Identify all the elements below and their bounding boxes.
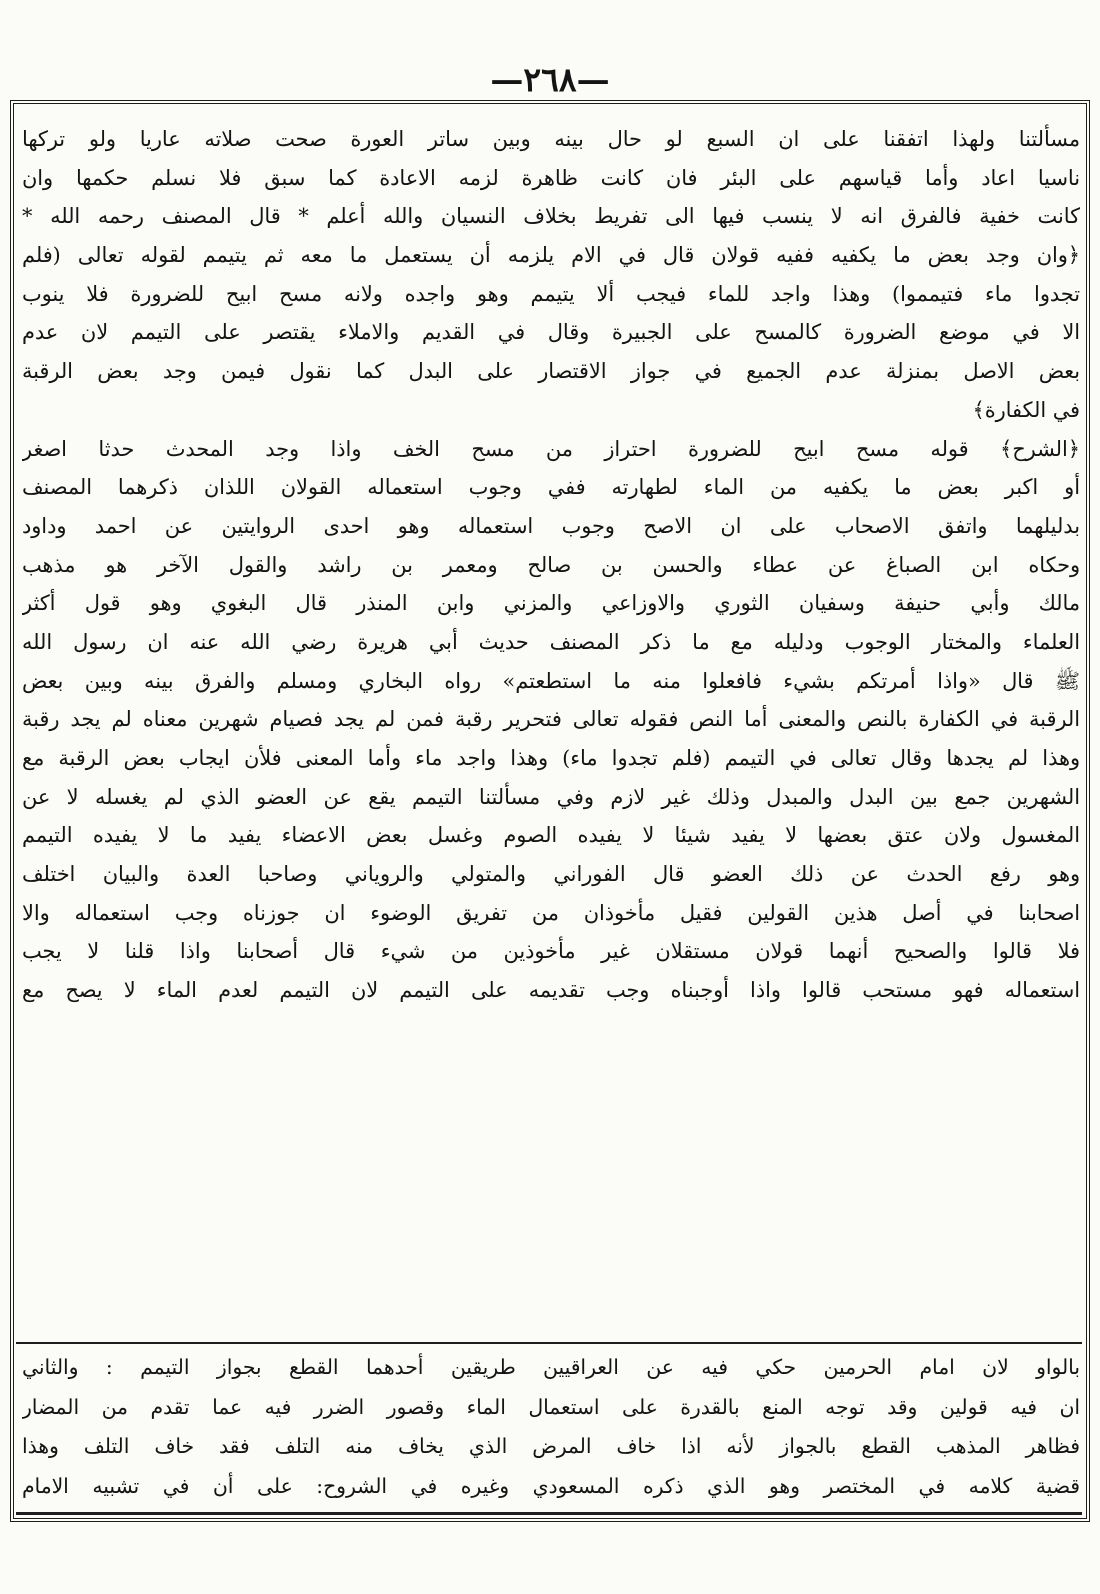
text-line: وحكاه ابن الصباغ عن عطاء والحسن بن صالح ومعمر بن راشد والقول الآخر هو مذهب [22, 552, 1080, 577]
footnote-divider [16, 1342, 1082, 1344]
footnote-line: قضية كلامه في المختصر وهو الذي ذكره المسعودي وغيره في الشروح: على أن في تشبيه الامام [22, 1473, 1080, 1498]
text-line: ﷺ قال «واذا أمرتكم بشيء فافعلوا منه ما استطعتم» رواه البخاري ومسلم والفرق بينه وبين بعض [22, 668, 1080, 693]
text-line: استعماله فهو مستحب قالوا واذا أوجبناه وجب تقديمه على التيمم لان التيمم لعدم الماء لا يصح مع [22, 978, 1080, 1003]
main-text [22, 120, 1080, 1010]
text-line: فلا قالوا والصحيح أنهما قولان مستقلان غير مأخوذين من شيء قال أصحابنا واذا قلنا لا يجب [22, 939, 1080, 964]
text-line: الا في موضع الضرورة كالمسح على الجبيرة وقال في القديم والاملاء يقتصر على التيمم لان عدم [22, 320, 1080, 345]
footnote-line: بالواو لان امام الحرمين حكي فيه عن العراقيين طريقين أحدهما القطع بجواز التيمم : والثاني [22, 1355, 1080, 1379]
text-line: العلماء والمختار الوجوب ودليله مع ما ذكر المصنف حديث أبي هريرة رضي الله عنه ان رسول الله [22, 629, 1080, 654]
footnote-line: ان فيه قولين وقد توجه المنع بالقدرة على استعمال الماء وقصور الضرر فيه عما تقدم من المضار [22, 1394, 1080, 1419]
text-line: ﴿الشرح﴾ قوله مسح ابيح للضرورة احتراز من مسح الخف واذا وجد المحدث حدثا اصغر [22, 436, 1080, 461]
text-line: اصحابنا في أصل هذين القولين فقيل مأخوذان من تفريق الوضوء ان جوزناه وجب استعماله والا [22, 900, 1080, 925]
text-line: بعض الاصل بمنزلة عدم الجميع في جواز الاقتصار على البدل كما نقول فيمن وجد بعض الرقبة [22, 359, 1080, 384]
text-line: مالك وأبي حنيفة وسفيان الثوري والاوزاعي والمزني وابن المنذر قال البغوي وهو قول أكثر [22, 591, 1080, 616]
text-line: الرقبة في الكفارة بالنص والمعنى أما النص فقوله تعالى فتحرير رقبة فمن لم يجد فصيام شهرين معناه لم يجد رقبة [22, 707, 1080, 732]
text-line: المغسول ولان عتق بعضها لا يفيد شيئا لا يفيده الصوم وغسل بعض الاعضاء يفيد ما لا يفيده التيمم [22, 823, 1080, 848]
text-line: كانت خفية فالفرق انه لا ينسب فيها الى تفريط بخلاف النسيان والله أعلم * قال المصنف رحمه الله * [22, 204, 1080, 229]
text-line: وهو رفع الحدث عن ذلك العضو قال الفوراني والمتولي والروياني وصاحبا العدة والبيان اختلف [22, 862, 1080, 887]
text-line: ﴿وان وجد بعض ما يكفيه ففيه قولان قال في الام يلزمه أن يستعمل ما معه ثم يتيمم لقوله تعالى (فلم [22, 243, 1080, 268]
text-line: ناسيا اعاد وأما قياسهم على البئر فان كانت ظاهرة لزمه الاعادة كما سبق فلا نسلم حكمها وان [22, 165, 1080, 190]
text-line: في الكفارة﴾ [972, 397, 1080, 422]
bottom-rule [16, 1512, 1082, 1515]
footnote-text [22, 1348, 1080, 1506]
text-line: الشهرين جمع بين البدل والمبدل وذلك غير لازم وفي مسألتنا التيمم يقع عن العضو الذي لم يغسله لا عن [22, 784, 1080, 809]
text-line: مسألتنا ولهذا اتفقنا على ان السبع لو حال بينه وبين ساتر العورة صحت صلاته عاريا ولو تركها [22, 127, 1080, 151]
text-line: وهذا لم يجدها وقال تعالى في التيمم (فلم تجدوا ماء) وهذا واجد ماء وأما المعنى فلأن ايجاب بعض الرقبة مع [22, 746, 1080, 770]
page-number: —٢٦٨— [490, 60, 610, 99]
text-line: أو اكبر بعض ما يكفيه من الماء لطهارته ففي وجوب استعماله القولان اللذان ذكرهما المصنف [22, 475, 1080, 500]
text-line: بدليلهما واتفق الاصحاب على ان الاصح وجوب استعماله وهو احدى الروايتين عن احمد وداود [22, 513, 1080, 538]
footnote-line: فظاهر المذهب القطع بالجواز لأنه اذا خاف المرض الذي يخاف منه التلف فقد خاف التلف وهذا [22, 1434, 1080, 1458]
text-line: تجدوا ماء فتيمموا) وهذا واجد للماء فيجب ألا يتيمم وهو واجده ولانه مسح ابيح للضرورة فلا ينوب [22, 281, 1080, 306]
